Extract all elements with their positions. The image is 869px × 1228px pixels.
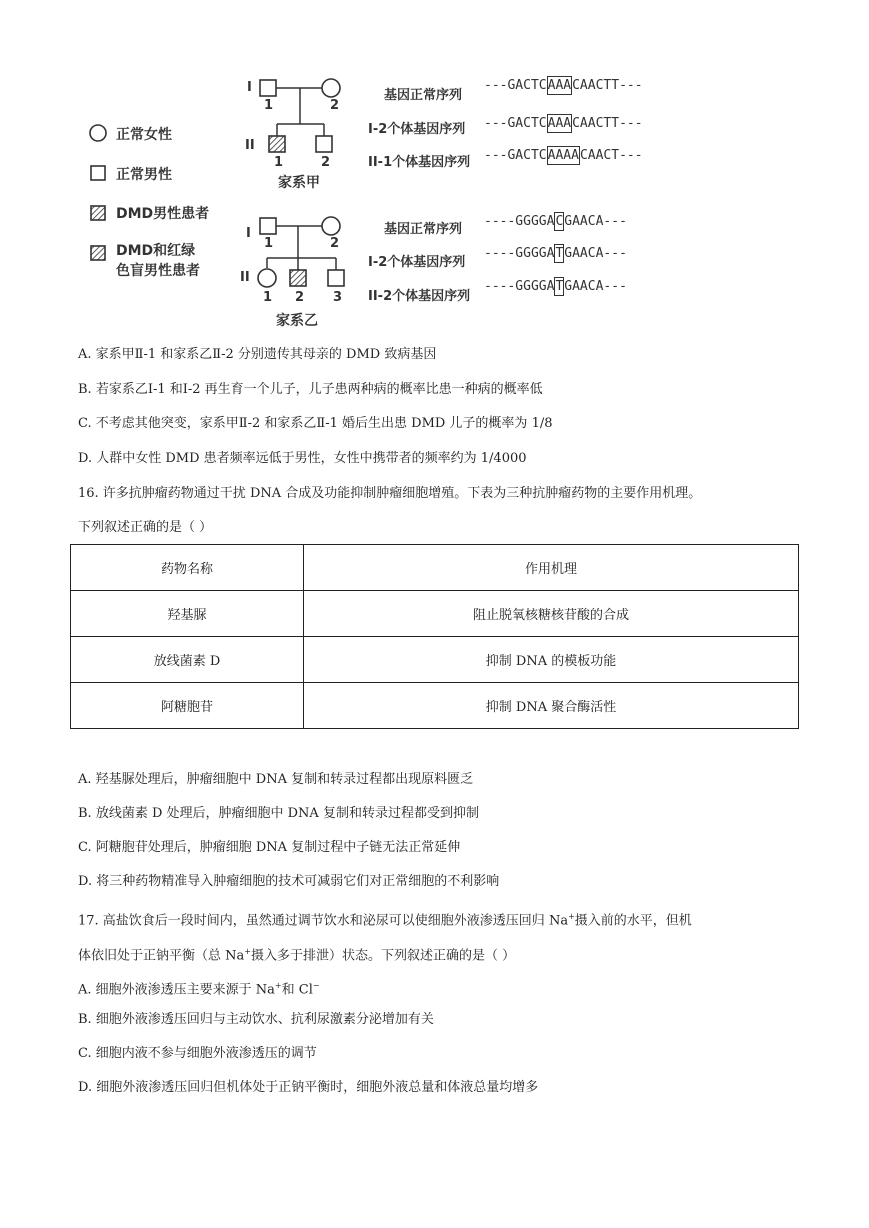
table-cell: 放线菌素 D (71, 637, 304, 683)
family-b-member-label: 3 (333, 290, 343, 305)
pedigree-family-a (240, 72, 360, 168)
family-a-II1-dmd-male (269, 136, 285, 152)
q16-option-a: A. 羟基脲处理后，肿瘤细胞中 DNA 复制和转录过程都出现原料匮乏 (78, 772, 474, 787)
table-cell: 阻止脱氧核糖核苷酸的合成 (304, 591, 799, 637)
family-b-member-label: 1 (263, 290, 273, 305)
family-b-gen-I-label: I (246, 226, 251, 241)
q16-option-c: C. 阿糖胞苷处理后，肿瘤细胞 DNA 复制过程中子链无法正常延伸 (78, 840, 461, 855)
family-a-caption: 家系甲 (278, 175, 320, 191)
q16-option-d: D. 将三种药物精准导入肿瘤细胞的技术可减弱它们对正常细胞的不利影响 (78, 874, 500, 889)
family-a-member-label: 1 (264, 98, 274, 113)
legend-label-dmd-colorblind-line2: 色盲男性患者 (116, 263, 200, 279)
family-b-II2-dmd-colorblind-male (290, 270, 306, 286)
q15-option-d: D. 人群中女性 DMD 患者频率远低于男性，女性中携带者的频率约为 1/4000 (78, 451, 527, 466)
family-b-II1-female (258, 269, 276, 287)
q17-option-c: C. 细胞内液不参与细胞外液渗透压的调节 (78, 1046, 317, 1061)
family-b-gen-II-label: II (240, 270, 250, 285)
family-a-seq-label: II-1个体基因序列 (368, 155, 471, 170)
table-cell: 抑制 DNA 聚合酶活性 (304, 683, 799, 729)
drug-mechanism-table (70, 544, 799, 729)
family-b-member-label: 1 (264, 236, 274, 251)
q17-option-a: A. 细胞外液渗透压主要来源于 Na+和 Cl− (78, 981, 320, 998)
family-a-seq-label: I-2个体基因序列 (368, 122, 466, 137)
legend-label-dmd-colorblind-line1: DMD和红绿 (116, 243, 196, 259)
family-a-member-label: 2 (321, 155, 331, 170)
legend-dmd-male-icon (91, 206, 105, 220)
legend-label-normal-female: 正常女性 (116, 127, 172, 143)
family-a-gen-II-label: II (245, 138, 255, 153)
family-b-seq: ----GGGGACGAACA--- (484, 214, 627, 229)
legend-dmd-colorblind-male-icon (91, 246, 105, 260)
family-a-seq: ---GACTCAAACAACTT--- (484, 78, 643, 93)
mutation-box: AAAA (547, 148, 579, 163)
family-a-seq: ---GACTCAAAACAACT--- (484, 148, 643, 163)
legend-label-dmd-male: DMD男性患者 (116, 206, 210, 222)
q16-stem-line2: 下列叙述正确的是（ ） (78, 520, 213, 535)
family-b-caption: 家系乙 (276, 313, 318, 329)
q15-option-b: B. 若家系乙Ⅰ-1 和Ⅰ-2 再生育一个儿子，儿子患两种病的概率比患一种病的概率低 (78, 382, 543, 397)
family-a-I1-male (260, 80, 276, 96)
q17-option-d: D. 细胞外液渗透压回归但机体处于正钠平衡时，细胞外液总量和体液总量均增多 (78, 1080, 539, 1095)
family-b-I2-female (322, 217, 340, 235)
table-row (71, 683, 799, 729)
family-b-seq: ----GGGGATGAACA--- (484, 246, 627, 261)
family-a-seq-label: 基因正常序列 (384, 88, 463, 103)
family-b-seq-label: 基因正常序列 (384, 222, 463, 237)
mutation-box: T (555, 279, 564, 294)
mutation-box: AAA (547, 78, 572, 93)
legend-label-normal-male: 正常男性 (116, 167, 172, 183)
q17-stem-line1: 17. 高盐饮食后一段时间内，虽然通过调节饮水和泌尿可以使细胞外液渗透压回归 Na+摄入前的水平，但机 (78, 912, 692, 929)
family-a-I2-female (322, 79, 340, 97)
q17-stem-line2: 体依旧处于正钠平衡（总 Na+摄入多于排泄）状态。下列叙述正确的是（ ） (78, 947, 516, 964)
table-row (71, 637, 799, 683)
table-cell: 羟基脲 (71, 591, 304, 637)
family-b-I1-male (260, 218, 276, 234)
mutation-box: C (555, 214, 564, 229)
family-a-gen-I-label: I (247, 80, 252, 95)
table-row (71, 591, 799, 637)
mutation-box: AAA (547, 116, 572, 131)
table-header-row (71, 545, 799, 591)
q15-option-c: C. 不考虑其他突变，家系甲Ⅱ-2 和家系乙Ⅱ-1 婚后生出患 DMD 儿子的概率为 1/8 (78, 416, 553, 431)
q16-stem-line1: 16. 许多抗肿瘤药物通过干扰 DNA 合成及功能抑制肿瘤细胞增殖。下表为三种抗肿瘤药物的主要作用机理。 (78, 486, 702, 501)
table-cell: 抑制 DNA 的模板功能 (304, 637, 799, 683)
family-a-seq: ---GACTCAAACAACTT--- (484, 116, 643, 131)
legend-normal-male-icon (91, 166, 105, 180)
family-b-seq-label: II-2个体基因序列 (368, 289, 471, 304)
family-a-member-label: 2 (330, 98, 340, 113)
family-a-member-label: 1 (274, 155, 284, 170)
q16-option-b: B. 放线菌素 D 处理后，肿瘤细胞中 DNA 复制和转录过程都受到抑制 (78, 806, 479, 821)
mutation-box: T (555, 246, 564, 261)
family-b-member-label: 2 (295, 290, 305, 305)
family-b-seq: ----GGGGATGAACA--- (484, 279, 627, 294)
family-b-member-label: 2 (330, 236, 340, 251)
table-header-cell: 作用机理 (304, 545, 799, 591)
family-a-II2-male (316, 136, 332, 152)
q17-option-b: B. 细胞外液渗透压回归与主动饮水、抗利尿激素分泌增加有关 (78, 1012, 434, 1027)
table-cell: 阿糖胞苷 (71, 683, 304, 729)
family-b-II3-male (328, 270, 344, 286)
legend-symbols (86, 118, 116, 278)
q15-option-a: A. 家系甲Ⅱ-1 和家系乙Ⅱ-2 分别遗传其母亲的 DMD 致病基因 (78, 347, 437, 362)
family-b-seq-label: I-2个体基因序列 (368, 255, 466, 270)
table-header-cell: 药物名称 (71, 545, 304, 591)
legend-normal-female-icon (90, 125, 106, 141)
